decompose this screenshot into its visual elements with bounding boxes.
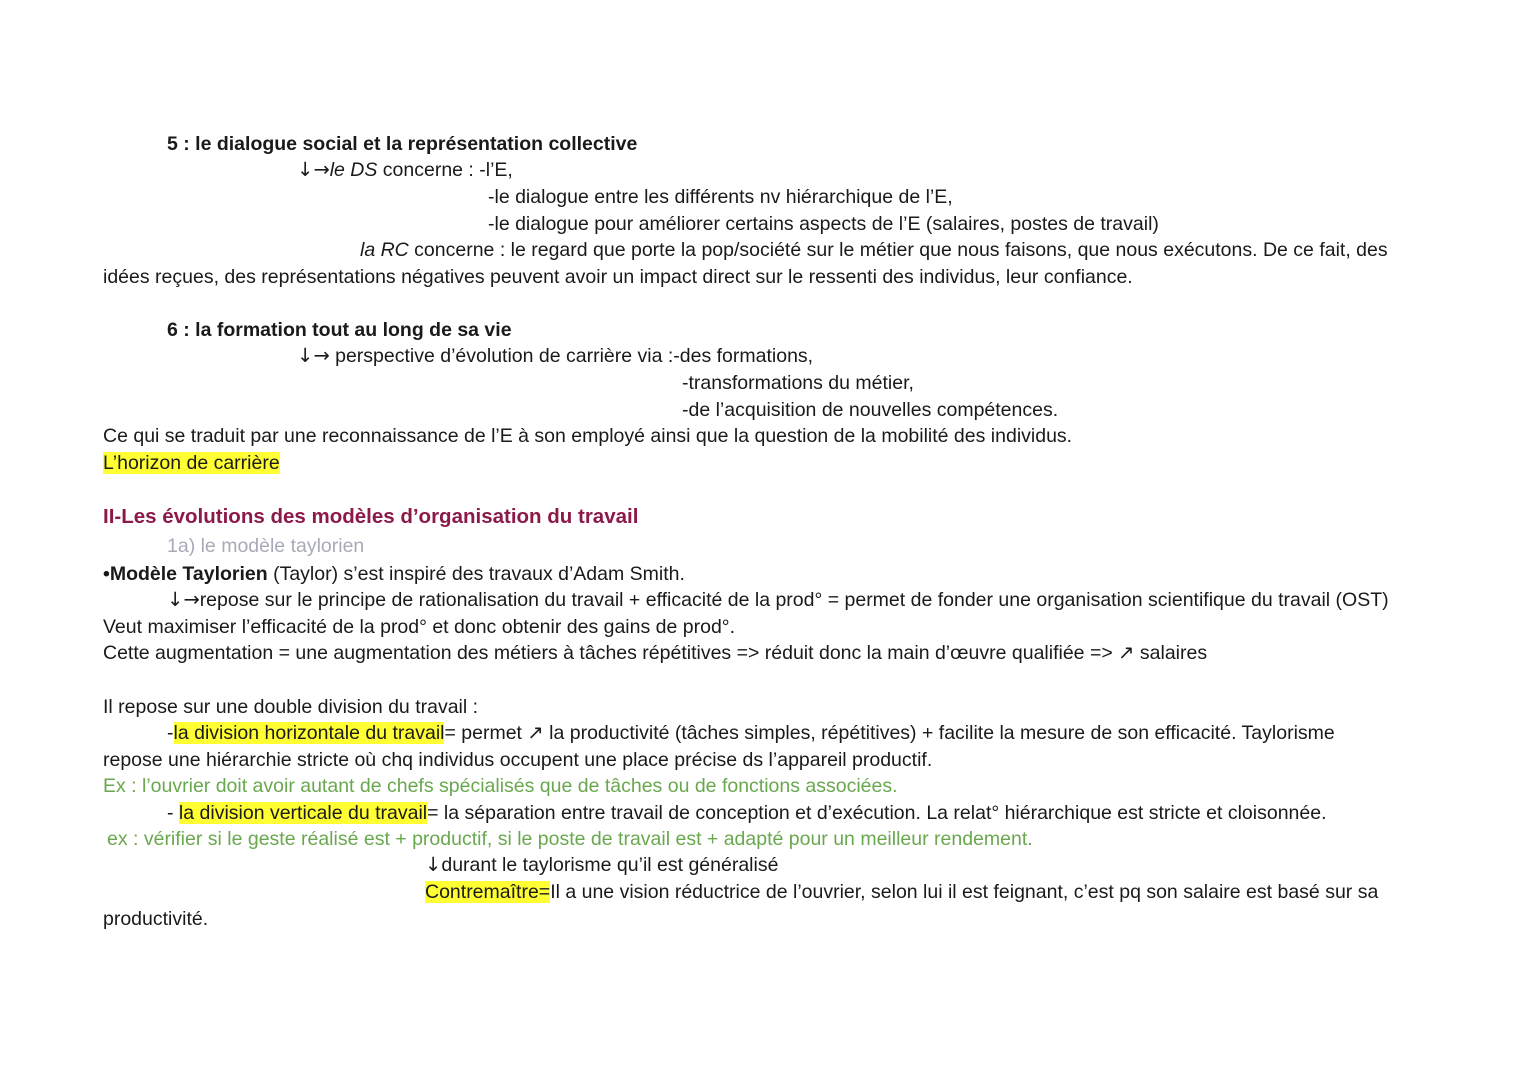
model-text: (Taylor) s’est inspiré des travaux d’Adam Smith. bbox=[267, 563, 685, 585]
contremaitre-highlight: Contremaître= bbox=[425, 881, 551, 903]
contremaitre-continuation: productivité. bbox=[103, 908, 209, 930]
durant-text: durant le taylorisme qu’il est généralisé bbox=[441, 854, 779, 876]
ds-line bbox=[297, 157, 513, 183]
repose-text: repose sur le principe de rationalisation du travail + efficacité de la prod° = permet de fonder une organisation scientifique du travail (OST) bbox=[199, 589, 1389, 611]
arrow-down-right-icon: ↓→ bbox=[297, 158, 330, 181]
horizontal-division-highlight: la division horizontale du travail bbox=[173, 722, 445, 744]
contremaitre-text: Il a une vision réductrice de l’ouvrier, selon lui il est feignant, c’est pq son salaire est basé sur sa bbox=[550, 881, 1379, 903]
ds-text: concerne : -l’E, bbox=[377, 159, 513, 181]
bullet-icon: • bbox=[103, 563, 110, 585]
career-item-2: -transformations du métier, bbox=[682, 372, 914, 394]
arrow-down-right-icon: ↓→ bbox=[297, 344, 330, 367]
contremaitre-line bbox=[425, 879, 1378, 905]
vertical-division-highlight: la division verticale du travail bbox=[178, 802, 428, 824]
repose-line bbox=[167, 587, 1389, 613]
augmentation-line: Cette augmentation = une augmentation des métiers à tâches répétitives => réduit donc la main d’œuvre qualifiée => ↗ salaires bbox=[103, 642, 1208, 664]
rc-continuation: idées reçues, des représentations négatives peuvent avoir un impact direct sur le ressenti des individus, leur confiance. bbox=[103, 266, 1133, 288]
ds-item-3: -le dialogue pour améliorer certains aspects de l’E (salaires, postes de travail) bbox=[488, 213, 1159, 235]
horizontal-division-line bbox=[167, 720, 1335, 746]
subsection-1a: 1a) le modèle taylorien bbox=[167, 535, 365, 557]
arrow-down-icon: ↓ bbox=[425, 853, 442, 876]
section-5-title: 5 : le dialogue social et la représentation collective bbox=[167, 133, 638, 155]
part-2-title: II-Les évolutions des modèles d’organisation du travail bbox=[103, 505, 639, 528]
ds-label: le DS bbox=[329, 159, 378, 181]
veut-line: Veut maximiser l’efficacité de la prod° et donc obtenir des gains de prod°. bbox=[103, 616, 736, 638]
career-item-3: -de l’acquisition de nouvelles compétences. bbox=[682, 399, 1059, 421]
dash: - bbox=[167, 802, 179, 824]
career-horizon-highlight: L’horizon de carrière bbox=[103, 452, 280, 474]
example-2: ex : vérifier si le geste réalisé est + productif, si le poste de travail est + adapté pour un meilleur rendement. bbox=[107, 828, 1033, 850]
durant-line bbox=[425, 852, 778, 878]
vertical-division-line bbox=[167, 800, 1327, 826]
example-1: Ex : l’ouvrier doit avoir autant de chefs spécialisés que de tâches ou de fonctions associées. bbox=[103, 775, 898, 797]
rc-text: concerne : le regard que porte la pop/société sur le métier que nous faisons, que nous exécutons. De ce fait, des bbox=[408, 239, 1388, 261]
career-text: perspective d’évolution de carrière via :-des formations, bbox=[329, 345, 814, 367]
horizontal-division-text: = permet ↗ la productivité (tâches simples, répétitives) + facilite la mesure de son efficacité. Taylorisme bbox=[444, 722, 1335, 744]
rc-label: la RC bbox=[360, 239, 409, 261]
recognition-line: Ce qui se traduit par une reconnaissance de l’E à son employé ainsi que la question de la mobilité des individus. bbox=[103, 425, 1073, 447]
arrow-down-right-icon: ↓→ bbox=[167, 588, 200, 611]
career-horizon bbox=[103, 450, 280, 476]
double-division-line: Il repose sur une double division du travail : bbox=[103, 696, 479, 718]
rc-line bbox=[360, 237, 1388, 263]
vertical-division-text: = la séparation entre travail de conception et d’exécution. La relat° hiérarchique est stricte et cloisonnée. bbox=[427, 802, 1327, 824]
dash: - bbox=[167, 722, 174, 744]
section-6-title: 6 : la formation tout au long de sa vie bbox=[167, 319, 512, 341]
career-line bbox=[297, 343, 813, 369]
ds-item-2: -le dialogue entre les différents nv hiérarchique de l’E, bbox=[488, 186, 953, 208]
model-bold: Modèle Taylorien bbox=[109, 563, 268, 585]
horizontal-division-continuation: repose une hiérarchie stricte où chq individus occupent une place précise ds l’appareil productif. bbox=[103, 749, 933, 771]
model-line bbox=[103, 561, 685, 587]
